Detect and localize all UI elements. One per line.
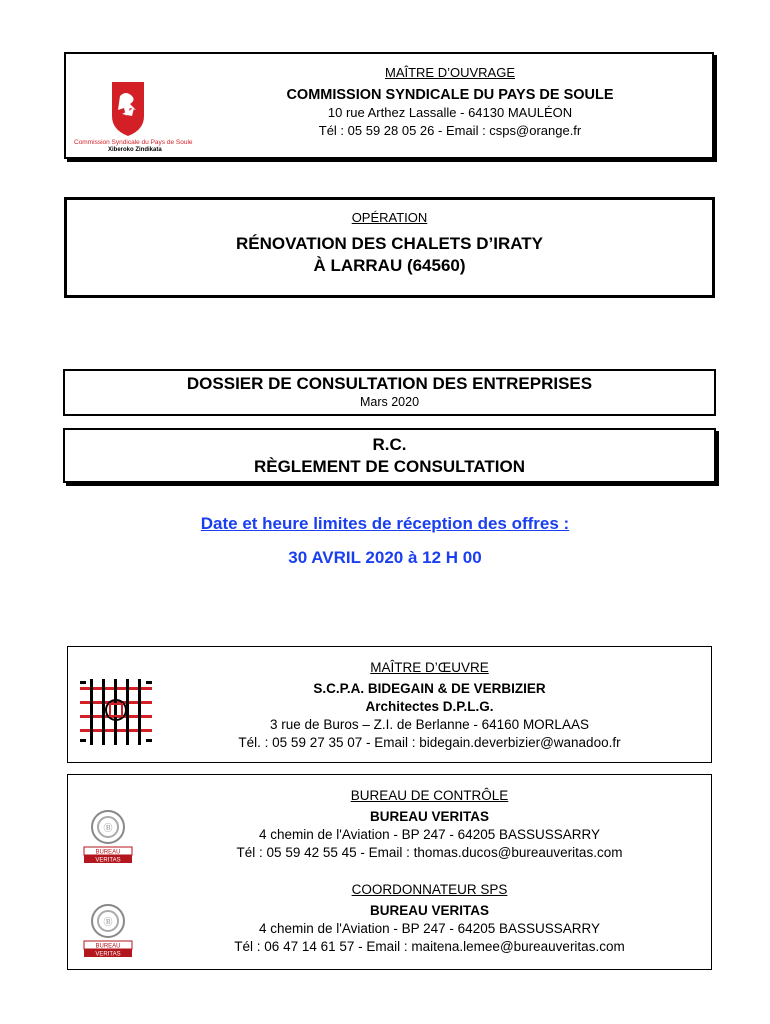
svg-text:Ⓑ: Ⓑ [103, 823, 113, 833]
bureau-controle-name: BUREAU VERITAS [369, 809, 489, 824]
maitre-oeuvre-address: 3 rue de Buros – Z.I. de Berlanne - 64160 MORLAAS [270, 717, 589, 732]
operation-title-line1: RÉNOVATION DES CHALETS D’IRATY [236, 234, 543, 253]
rc-line2: RÈGLEMENT DE CONSULTATION [253, 457, 526, 476]
svg-text:BUREAU: BUREAU [95, 943, 121, 950]
coordonnateur-sps-label: COORDONNATEUR SPS [351, 882, 508, 897]
maitre-ouvrage-label: MAÎTRE D’OUVRAGE [384, 65, 515, 80]
bureau-controle-contact: Tél : 05 59 42 55 45 - Email : thomas.ducos@bureauveritas.com [236, 845, 623, 860]
operation-box [64, 197, 715, 298]
maitre-oeuvre-label: MAÎTRE D’ŒUVRE [370, 660, 489, 675]
deadline-label: Date et heure limites de réception des offres : [200, 514, 570, 533]
maitre-oeuvre-subtitle: Architectes D.P.L.G. [365, 699, 494, 714]
deadline-value: 30 AVRIL 2020 à 12 H 00 [288, 548, 482, 567]
coordonnateur-sps-address: 4 chemin de l'Aviation - BP 247 - 64205 BASSUSSARRY [258, 921, 601, 936]
svg-text:Ⓑ: Ⓑ [103, 917, 113, 927]
controle-sps-box [67, 774, 712, 970]
bidegain-architects-logo [76, 677, 156, 749]
logo-caption-1: Commission Syndicale du Pays de Soule [74, 139, 193, 146]
maitre-ouvrage-contact: Tél : 05 59 28 05 26 - Email : csps@orange.fr [318, 123, 582, 138]
dce-box [63, 369, 716, 416]
svg-text:BUREAU: BUREAU [95, 849, 121, 856]
dce-title: DOSSIER DE CONSULTATION DES ENTREPRISES [186, 374, 593, 393]
maitre-ouvrage-address: 10 rue Arthez Lassalle - 64130 MAULÉON [327, 105, 573, 120]
maitre-ouvrage-box [64, 52, 714, 159]
coordonnateur-sps-name: BUREAU VERITAS [369, 903, 489, 918]
commission-syndicale-logo [72, 80, 202, 154]
rc-line1: R.C. [372, 435, 407, 454]
maitre-ouvrage-name: COMMISSION SYNDICALE DU PAYS DE SOULE [286, 87, 614, 103]
maitre-oeuvre-box [67, 646, 712, 763]
bureau-veritas-logo-sps [78, 899, 138, 959]
coordonnateur-sps-contact: Tél : 06 47 14 61 57 - Email : maitena.lemee@bureauveritas.com [234, 939, 625, 954]
bureau-veritas-logo [78, 805, 138, 865]
svg-text:VERITAS: VERITAS [95, 857, 121, 864]
rc-box [63, 428, 716, 483]
maitre-oeuvre-name: S.C.P.A. BIDEGAIN & DE VERBIZIER [313, 681, 546, 696]
deadline-block [0, 514, 770, 568]
svg-text:VERITAS: VERITAS [95, 951, 121, 958]
bureau-controle-address: 4 chemin de l'Aviation - BP 247 - 64205 BASSUSSARRY [258, 827, 601, 842]
bureau-controle-label: BUREAU DE CONTRÔLE [350, 788, 509, 803]
logo-caption-2: Xiberoko Zindikata [108, 147, 162, 153]
operation-label: OPÉRATION [351, 210, 428, 225]
operation-title-line2: À LARRAU (64560) [313, 256, 466, 275]
dce-date: Mars 2020 [359, 395, 420, 409]
maitre-oeuvre-contact: Tél. : 05 59 27 35 07 - Email : bidegain.deverbizier@wanadoo.fr [238, 735, 621, 750]
